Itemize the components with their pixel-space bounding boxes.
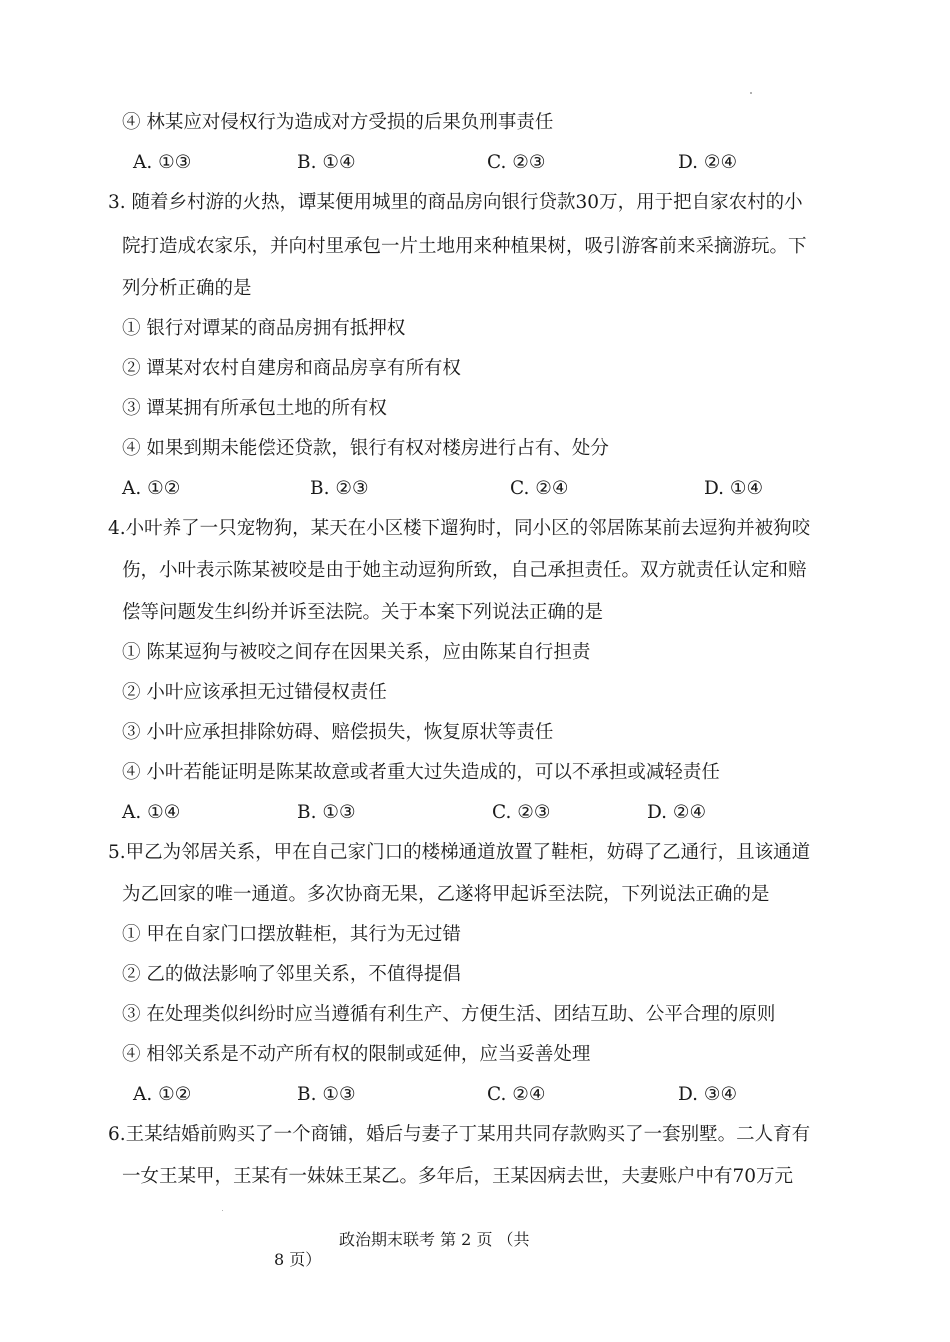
q3-statement-2: ② 谭某对农村自建房和商品房享有所有权	[122, 358, 461, 379]
scan-speck	[750, 92, 752, 94]
q4-statement-4: ④ 小叶若能证明是陈某故意或者重大过失造成的，可以不承担或减轻责任	[122, 762, 720, 783]
q5-stem-line-2: 为乙回家的唯一通道。多次协商无果，乙遂将甲起诉至法院，下列说法正确的是	[122, 884, 770, 905]
q4-option-d: D. ②④	[647, 802, 707, 823]
q3-option-c: C. ②④	[510, 478, 569, 499]
q4-option-c: C. ②③	[492, 802, 551, 823]
q2-option-b: B. ①④	[297, 152, 356, 173]
q5-option-c: C. ②④	[487, 1084, 546, 1105]
q3-stem-line-2: 院打造成农家乐，并向村里承包一片土地用来种植果树，吸引游客前来采摘游玩。下	[122, 236, 807, 257]
q2-statement-4: ④ 林某应对侵权行为造成对方受损的后果负刑事责任	[122, 112, 554, 133]
q2-option-c: C. ②③	[487, 152, 546, 173]
scan-speck	[222, 1210, 223, 1211]
page-footer-line-2: 8 页）	[274, 1250, 322, 1269]
q5-statement-3: ③ 在处理类似纠纷时应当遵循有利生产、方便生活、团结互助、公平合理的原则	[122, 1004, 776, 1025]
q6-stem-line-1: 6.王某结婚前购买了一个商铺，婚后与妻子丁某用共同存款购买了一套别墅。二人育有	[108, 1124, 811, 1145]
q4-statement-2: ② 小叶应该承担无过错侵权责任	[122, 682, 387, 703]
q5-statement-4: ④ 相邻关系是不动产所有权的限制或延伸，应当妥善处理	[122, 1044, 591, 1065]
q4-option-b: B. ①③	[297, 802, 356, 823]
q4-stem-line-1: 4.小叶养了一只宠物狗，某天在小区楼下遛狗时，同小区的邻居陈某前去逗狗并被狗咬	[108, 518, 811, 539]
q3-statement-4: ④ 如果到期未能偿还贷款，银行有权对楼房进行占有、处分	[122, 438, 609, 459]
q5-option-a: A. ①②	[133, 1084, 192, 1105]
q4-stem-line-3: 偿等问题发生纠纷并诉至法院。关于本案下列说法正确的是	[122, 602, 604, 623]
q6-stem-line-2: 一女王某甲，王某有一妹妹王某乙。多年后，王某因病去世，夫妻账户中有70万元	[122, 1166, 794, 1187]
q3-stem-line-3: 列分析正确的是	[122, 278, 252, 299]
q3-statement-1: ① 银行对谭某的商品房拥有抵押权	[122, 318, 406, 339]
q3-option-d: D. ①④	[704, 478, 764, 499]
q5-option-b: B. ①③	[297, 1084, 356, 1105]
q3-option-b: B. ②③	[310, 478, 369, 499]
q3-stem-line-1: 3. 随着乡村游的火热，谭某便用城里的商品房向银行贷款30万，用于把自家农村的小	[108, 192, 803, 213]
q5-statement-1: ① 甲在自家门口摆放鞋柜，其行为无过错	[122, 924, 461, 945]
q5-stem-line-1: 5.甲乙为邻居关系，甲在自己家门口的楼梯通道放置了鞋柜，妨碍了乙通行，且该通道	[108, 842, 811, 863]
q2-option-a: A. ①③	[133, 152, 192, 173]
q3-option-a: A. ①②	[122, 478, 181, 499]
q2-option-d: D. ②④	[678, 152, 738, 173]
q5-statement-2: ② 乙的做法影响了邻里关系，不值得提倡	[122, 964, 461, 985]
q4-stem-line-2: 伤，小叶表示陈某被咬是由于她主动逗狗所致，自己承担责任。双方就责任认定和赔	[122, 560, 807, 581]
page-footer-line-1: 政治期末联考 第 2 页 （共	[339, 1230, 530, 1249]
q4-statement-1: ① 陈某逗狗与被咬之间存在因果关系，应由陈某自行担责	[122, 642, 591, 663]
q5-option-d: D. ③④	[678, 1084, 738, 1105]
q3-statement-3: ③ 谭某拥有所承包土地的所有权	[122, 398, 387, 419]
q4-statement-3: ③ 小叶应承担排除妨碍、赔偿损失，恢复原状等责任	[122, 722, 554, 743]
q4-option-a: A. ①④	[122, 802, 181, 823]
